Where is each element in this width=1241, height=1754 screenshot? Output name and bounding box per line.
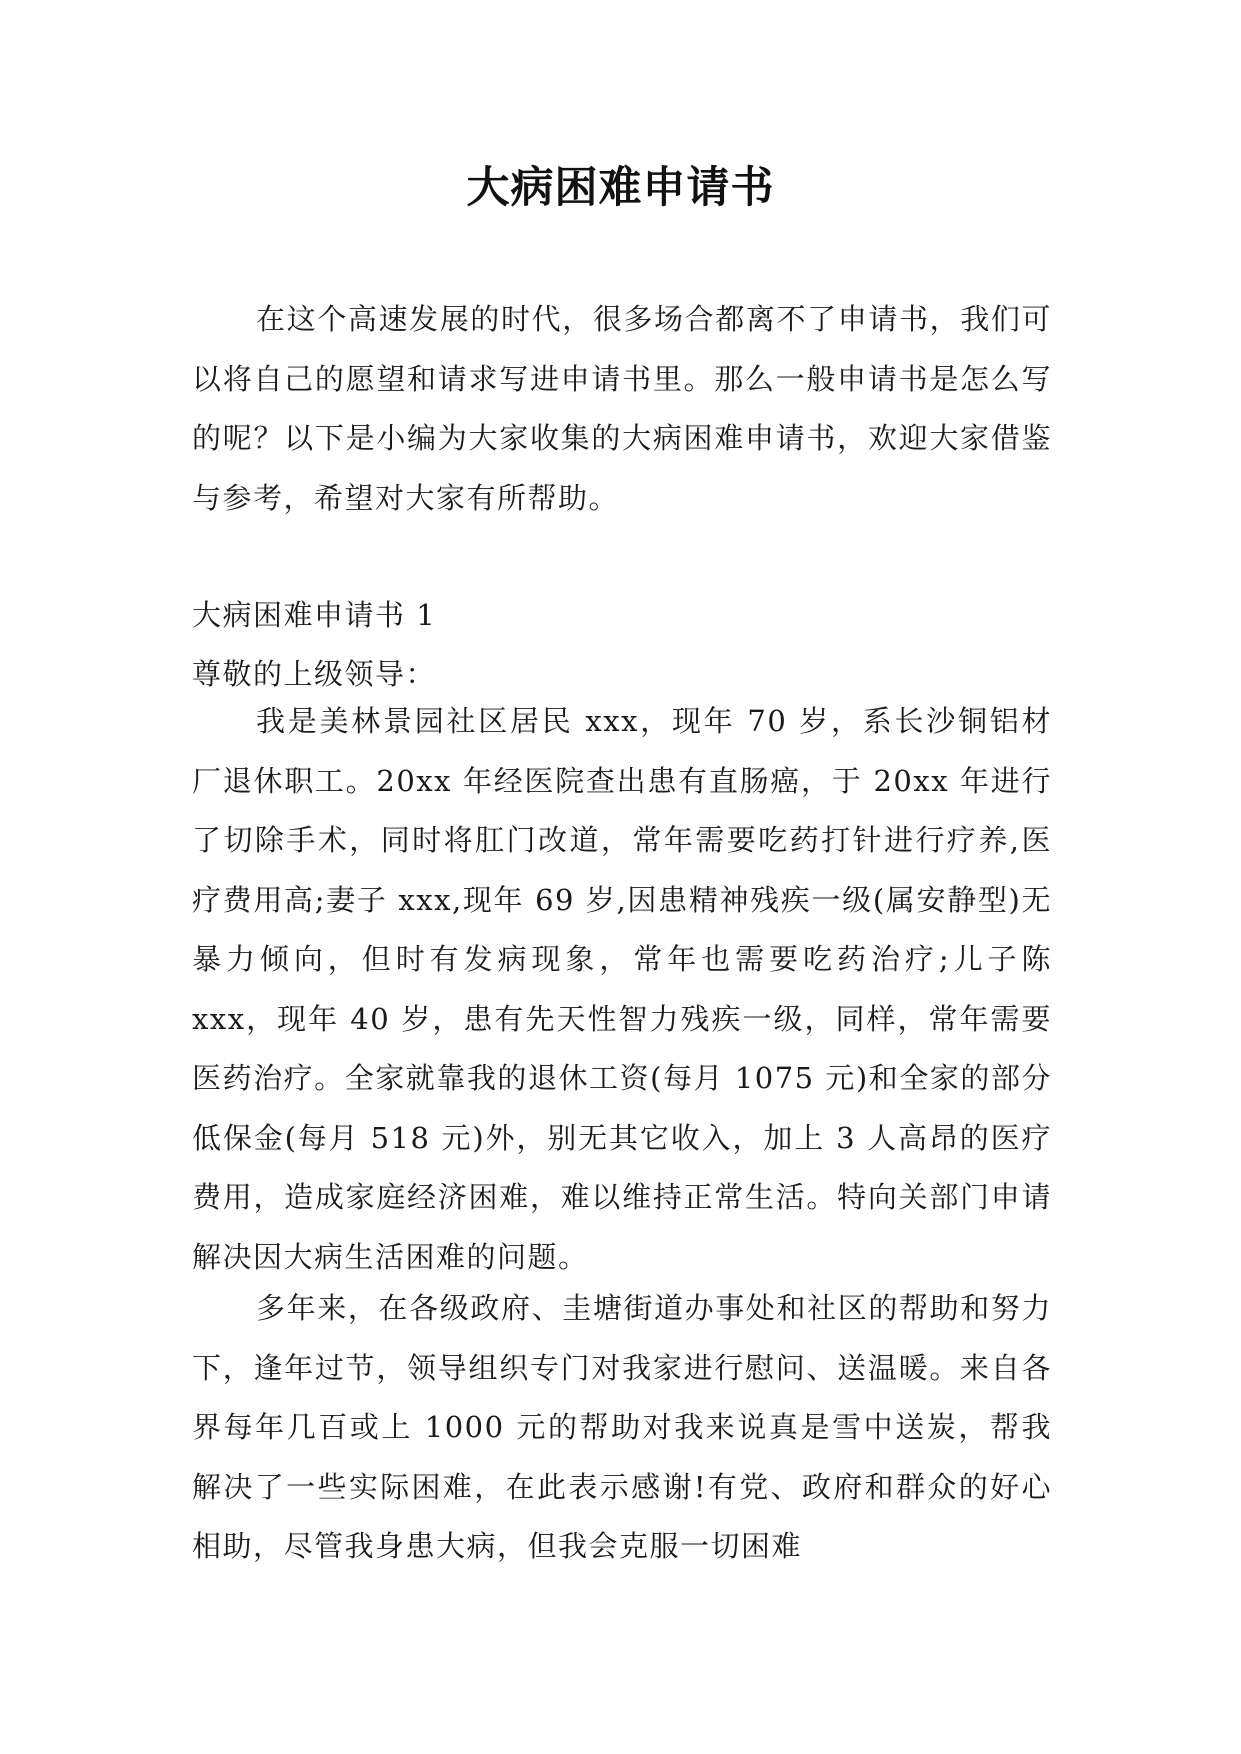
body-paragraph: 我是美林景园社区居民 xxx，现年 70 岁，系长沙铜铝材厂退休职工。20xx 年经医院查出患有直肠癌，于 20xx 年进行了切除手术，同时将肛门改道，常年需要吃药打针进行疗养,医疗费用高;妻子 xxx,现年 69 岁,因患精神残疾一级(属安静型)无暴力倾向，但时有发病现象，常年也需要吃药治疗;儿子陈 xxx，现年 40 岁，患有先天性智力残疾一级，同样，常年需要医药治疗。全家就靠我的退休工资(每月 1075 元)和全家的部分低保金(每月 518 元)外，别无其它收入，加上 3 人高昂的医疗费用，造成家庭经济困难，难以维持正常生活。特向关部门申请解决因大病生活困难的问题。 — [192, 704, 1052, 1274]
intro-paragraph: 在这个高速发展的时代，很多场合都离不了申请书，我们可以将自己的愿望和请求写进申请书里。那么一般申请书是怎么写的呢？以下是小编为大家收集的大病困难申请书，欢迎大家借鉴与参考，希望对大家有所帮助。 — [192, 302, 1052, 515]
section-heading: 大病困难申请书 1 — [192, 598, 437, 632]
document-title: 大病困难申请书 — [466, 163, 775, 213]
body-paragraph: 多年来，在各级政府、圭塘街道办事处和社区的帮助和努力下，逢年过节，领导组织专门对我家进行慰问、送温暖。来自各界每年几百或上 1000 元的帮助对我来说真是雪中送炭，帮我解决了一些实际困难，在此表示感谢!有党、政府和群众的好心相助，尽管我身患大病，但我会克服一切困难 — [192, 1291, 1052, 1563]
salutation: 尊敬的上级领导： — [192, 657, 437, 691]
